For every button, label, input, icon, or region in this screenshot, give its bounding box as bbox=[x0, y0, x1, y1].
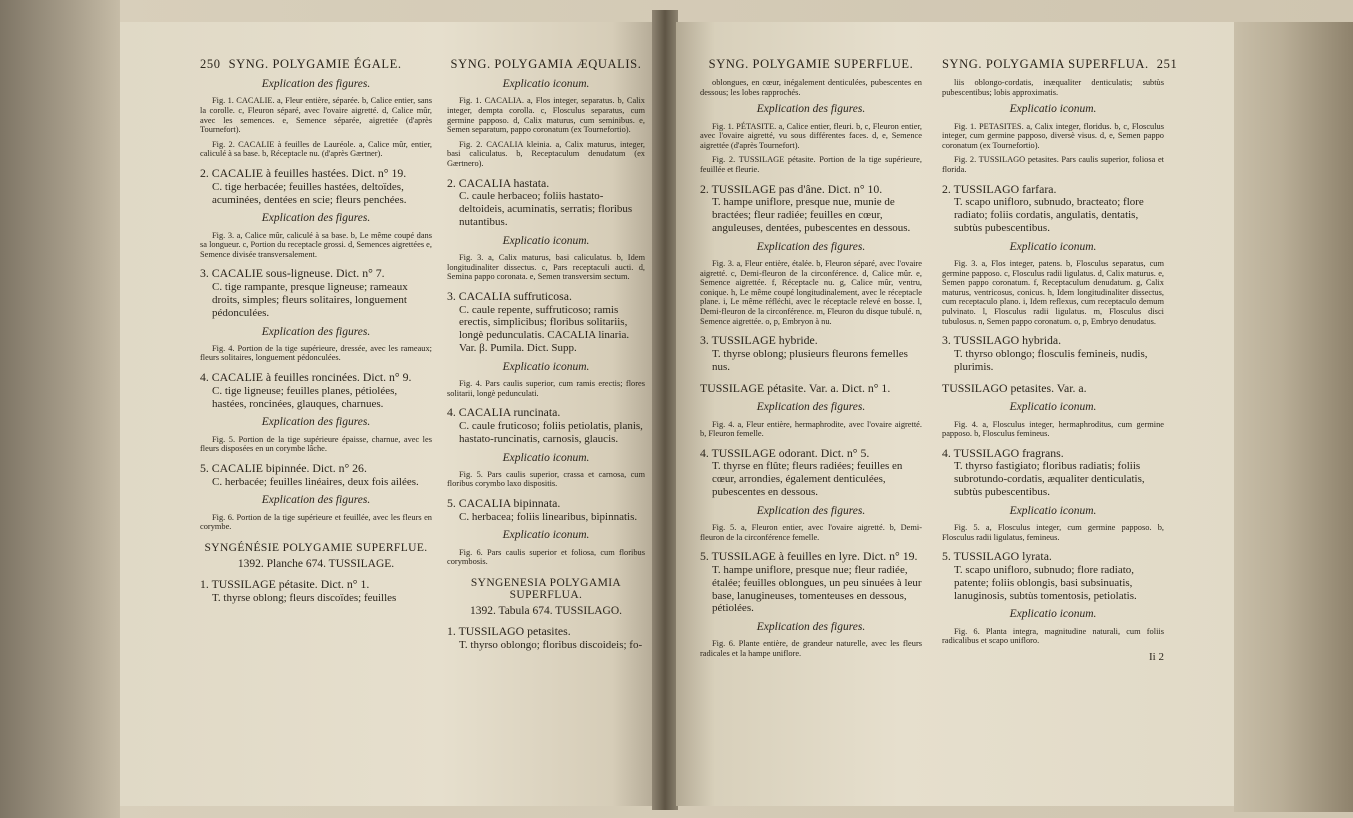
column-body bbox=[200, 78, 432, 604]
signature-mark: Ii 2 bbox=[1149, 650, 1164, 663]
species-entry bbox=[447, 497, 645, 524]
section-heading: Explication des figures. bbox=[756, 103, 866, 116]
figure-caption: Fig. 3. a, Calice mûr, caliculé à sa base. b, Le même coupé dans sa longueur. c, Portion du receptacle grossi. d, Semences aigrettées e, Semence divisée transversalement. bbox=[200, 230, 432, 259]
column-body bbox=[447, 78, 645, 652]
species-description: T. thyrse oblong; fleurs discoïdes; feuilles bbox=[212, 591, 397, 604]
section-heading: Explication des figures. bbox=[261, 212, 371, 225]
section-heading: Explication des figures. bbox=[261, 78, 371, 91]
section-heading: Explication des figures. bbox=[261, 416, 371, 429]
plate-heading: 1392. Tabula 674. TUSSILAGO. bbox=[469, 605, 623, 618]
section-heading: Explicatio iconum. bbox=[1009, 103, 1097, 116]
figure-caption: Fig. 4. Portion de la tige supérieure, dressée, avec les rameaux; fleurs solitaires, longuement pédonculées. bbox=[200, 343, 432, 363]
header-title: SYNG. POLYGAMIA SUPERFLUA. bbox=[942, 57, 1149, 71]
figure-caption: Fig. 4. Pars caulis superior, cum ramis erectis; flores solitarii, longè pedunculati. bbox=[447, 378, 645, 398]
figure-caption: Fig. 4. a, Fleur entière, hermaphrodite, avec l'ovaire aigretté. b, Fleuron femelle. bbox=[700, 419, 922, 439]
species-description: C. herbacea; foliis linearibus, bipinnatis. bbox=[459, 510, 638, 523]
class-heading: SYNGÉNÉSIE POLYGAMIE SUPERFLUE. bbox=[204, 541, 428, 554]
figure-caption: Fig. 5. a, Fleuron entier, avec l'ovaire aigretté. b, Demi-fleuron de la circonférence femelle. bbox=[700, 523, 922, 542]
section-heading: Explication des figures. bbox=[756, 504, 866, 517]
species-name: 3. CACALIA suffruticosa. bbox=[447, 288, 572, 303]
figure-caption: Fig. 1. PÉTASITE. a, Calice entier, fleuri. b, c, Fleuron entier, avec l'ovaire aigretté, vu sous différentes faces. d, e, Semence aigrettée (d'après Tournefort). bbox=[700, 121, 922, 150]
species-name: 4. CACALIE à feuilles roncinées. Dict. n° 9. bbox=[200, 369, 412, 384]
figure-caption: Fig. 2. TUSSILAGE pétasite. Portion de la tige supérieure, feuillée et fleurie. bbox=[700, 155, 922, 174]
species-entry bbox=[200, 167, 432, 206]
plate-heading: 1392. Planche 674. TUSSILAGE. bbox=[237, 557, 395, 570]
section-heading: Explicatio iconum. bbox=[502, 529, 590, 542]
running-header bbox=[447, 58, 645, 70]
figure-caption: Fig. 1. CACALIA. a, Flos integer, separatus. b, Calix integer, dempta corolla. c, Flosculus separatus, cum germine papposo. d, Calix maturus, cum seminibus. e, Semen separatum, pappo coronatum (ex Tournefortio). bbox=[447, 96, 645, 135]
species-description: T. hampe uniflore, presque nue; fleur radiée, étalée; feuilles oblongues, un peu sinuées à leur base, lanugineuses, tomenteuses en dessous, pétiolées. bbox=[712, 564, 922, 615]
column-body bbox=[942, 78, 1164, 663]
species-entry bbox=[200, 462, 432, 489]
species-description: C. caule repente, suffruticoso; ramis erectis, simplicibus; floribus solitariis, longè pedunculatis. CACALIA linaria. Var. β. Pumila. Dict. Supp. bbox=[459, 303, 630, 354]
figure-caption: liis oblongo-cordatis, inæqualiter denticulatis; subtùs pubescentibus; lobis approximatis. bbox=[942, 78, 1164, 97]
section-heading: Explication des figures. bbox=[756, 401, 866, 414]
species-name: TUSSILAGO petasites. Var. a. bbox=[942, 380, 1087, 395]
figure-caption: Fig. 2. CACALIE à feuilles de Lauréole. a, Calice mûr, entier, caliculé à sa base. b, Réceptacle nu. (d'après Gærtner). bbox=[200, 139, 432, 159]
figure-caption: Fig. 3. a, Flos integer, patens. b, Flosculus separatus, cum germine papposo. c, Flosculus radii ligulatus. d, Calix maturus. e, Semen pappo coronatum. f, Receptaculum denudatum. g, Calix maturus, ventricosus, conicus. h, Idem longitudinaliter dissectus, cum receptaculo plano. i, Idem reflexus, cum receptaculo demum pulvinato. l, Flosculus radii ligulatus. m, Flosculus disci tubulosus. n, Semen pappo coronatum. o, p, Embryo denudatus. bbox=[942, 258, 1164, 326]
section-heading: Explicatio iconum. bbox=[502, 360, 590, 373]
figure-caption: Fig. 4. a, Flosculus integer, hermaphroditus, cum germine papposo. b, Flosculus femineus. bbox=[942, 419, 1164, 439]
running-header bbox=[200, 58, 432, 70]
section-heading: Explicatio iconum. bbox=[1009, 401, 1097, 414]
species-description: T. thyrso fastigiato; floribus radiatis; foliis subrotundo-cordatis, æqualiter denticulatis, subtùs pubescentibus. bbox=[954, 460, 1145, 499]
column-body bbox=[700, 78, 922, 658]
species-description: C. tige ligneuse; feuilles planes, pétiolées, hastées, roncinées, glauques, charnues. bbox=[212, 384, 398, 410]
figure-caption: Fig. 2. TUSSILAGO petasites. Pars caulis superior, foliosa et florida. bbox=[942, 155, 1164, 174]
section-heading: Explicatio iconum. bbox=[502, 78, 590, 91]
species-description: C. caule herbaceo; foliis hastato-deltoideis, acuminatis, serratis; floribus nutantibus. bbox=[459, 190, 633, 228]
species-name: 5. CACALIE bipinnée. Dict. n° 26. bbox=[200, 460, 367, 475]
species-name: 4. TUSSILAGO fragrans. bbox=[942, 445, 1064, 460]
species-entry bbox=[700, 334, 922, 373]
species-entry bbox=[700, 447, 922, 499]
figure-caption: Fig. 6. Pars caulis superior et foliosa, cum floribus corymbosis. bbox=[447, 547, 645, 567]
species-name: 2. CACALIE à feuilles hastées. Dict. n° 19. bbox=[200, 165, 407, 180]
species-name: 1. TUSSILAGO petasites. bbox=[447, 624, 571, 639]
species-entry bbox=[447, 177, 645, 229]
species-name: 3. TUSSILAGO hybrida. bbox=[942, 333, 1062, 348]
section-heading: Explicatio iconum. bbox=[1009, 608, 1097, 621]
section-heading: Explication des figures. bbox=[261, 325, 371, 338]
species-name: 4. CACALIA runcinata. bbox=[447, 405, 561, 420]
species-description: T. thyrso oblongo; floribus discoideis; fo- bbox=[459, 639, 643, 652]
figure-caption: Fig. 6. Portion de la tige supérieure et feuillée, avec les fleurs en corymbe. bbox=[200, 512, 432, 532]
species-entry bbox=[447, 625, 645, 652]
species-name: 2. TUSSILAGE pas d'âne. Dict. n° 10. bbox=[700, 181, 883, 196]
figure-caption: Fig. 1. PETASITES. a, Calix integer, floridus. b, c, Flosculus integer, cum germine papposo, diversè visus. d, e, Semen pappo coronatum (ex Tournefortio). bbox=[942, 121, 1164, 150]
figure-caption: Fig. 5. Portion de la tige supérieure épaisse, charnue, avec les fleurs disposées en un corymbe lâche. bbox=[200, 434, 432, 454]
species-description: C. tige rampante, presque ligneuse; rameaux droits, simples; fleurs solitaires, longuement pédonculées. bbox=[212, 281, 408, 319]
header-title: SYNG. POLYGAMIE ÉGALE. bbox=[228, 57, 402, 71]
species-name: TUSSILAGE pétasite. Var. a. Dict. n° 1. bbox=[700, 380, 891, 395]
left-book-edge bbox=[0, 0, 120, 818]
species-description: T. scapo unifloro, subnudo, bracteato; flore radiato; foliis cordatis, angulatis, dentatis, subtùs pubescentibus. bbox=[954, 196, 1144, 234]
species-name: 5. TUSSILAGE à feuilles en lyre. Dict. n° 19. bbox=[700, 549, 918, 564]
species-entry bbox=[200, 371, 432, 410]
class-heading: SYNGENESIA POLYGAMIA SUPERFLUA. bbox=[470, 576, 622, 602]
species-entry bbox=[942, 382, 1164, 396]
section-heading: Explicatio iconum. bbox=[502, 234, 590, 247]
column-french-right bbox=[700, 58, 922, 664]
section-heading: Explicatio iconum. bbox=[1009, 504, 1097, 517]
species-entry bbox=[700, 183, 922, 235]
species-name: 5. TUSSILAGO lyrata. bbox=[942, 549, 1052, 564]
species-name: 3. CACALIE sous-ligneuse. Dict. n° 7. bbox=[200, 266, 385, 281]
section-heading: Explication des figures. bbox=[756, 240, 866, 253]
species-entry bbox=[942, 183, 1164, 235]
header-title: SYNG. POLYGAMIA ÆQUALIS. bbox=[450, 57, 642, 71]
section-heading: Explicatio iconum. bbox=[1009, 240, 1097, 253]
species-description: T. hampe uniflore, presque nue, munie de bractées; fleur radiée; feuilles en cœur, anguleuses, dentées, pubescentes en dessous. bbox=[712, 196, 911, 234]
figure-caption: Fig. 5. Pars caulis superior, crassa et carnosa, cum floribus corymbo laxo dispositis. bbox=[447, 469, 645, 489]
species-name: 3. TUSSILAGE hybride. bbox=[700, 333, 818, 348]
species-entry bbox=[942, 334, 1164, 373]
book-gutter bbox=[652, 10, 678, 810]
section-heading: Explication des figures. bbox=[756, 621, 866, 634]
species-name: 5. CACALIA bipinnata. bbox=[447, 495, 561, 510]
species-entry bbox=[447, 290, 645, 355]
figure-caption: Fig. 2. CACALIA kleinia. a, Calix maturus, integer, basi caliculatus. b, Receptaculum denudatum (ex Gærtnero). bbox=[447, 139, 645, 168]
species-description: T. thyrso oblongo; flosculis femineis, nudis, plurimis. bbox=[954, 347, 1148, 373]
column-latin-left bbox=[447, 58, 645, 658]
species-name: 2. CACALIA hastata. bbox=[447, 175, 550, 190]
figure-caption: Fig. 5. a, Flosculus integer, cum germine papposo. b, Flosculus radii ligulatus, femineus. bbox=[942, 523, 1164, 542]
column-latin-right bbox=[942, 57, 1178, 663]
figure-caption: oblongues, en cœur, inégalement denticulées, pubescentes en dessous; les lobes rapprochés. bbox=[700, 78, 922, 97]
section-heading: Explicatio iconum. bbox=[502, 451, 590, 464]
species-entry bbox=[200, 267, 432, 319]
species-entry bbox=[942, 447, 1164, 499]
running-header bbox=[700, 58, 922, 70]
header-title: SYNG. POLYGAMIE SUPERFLUE. bbox=[708, 57, 914, 71]
species-description: C. tige herbacée; feuilles hastées, deltoïdes, acuminées, dentées en scie; fleurs penchées. bbox=[212, 180, 407, 206]
species-entry bbox=[700, 550, 922, 615]
species-entry bbox=[700, 382, 922, 396]
species-name: 2. TUSSILAGO farfara. bbox=[942, 181, 1057, 196]
section-heading: Explication des figures. bbox=[261, 494, 371, 507]
page-number: 250 bbox=[200, 57, 221, 71]
species-description: T. thyrse oblong; plusieurs fleurons femelles nus. bbox=[712, 347, 908, 373]
species-description: C. caule fruticoso; foliis petiolatis, planis, hastato-runcinatis, carnosis, glaucis. bbox=[459, 419, 643, 445]
page-number: 251 bbox=[1156, 57, 1178, 71]
figure-caption: Fig. 3. a, Calix maturus, basi caliculatus. b, Idem longitudinaliter dissectus. c, Pars receptaculi aucti. d, Semina pappo coronata. e, Semen transversim sectum. bbox=[447, 252, 645, 282]
figure-caption: Fig. 6. Plante entière, de grandeur naturelle, avec les fleurs radicales et la hampe uniflore. bbox=[700, 639, 922, 659]
species-description: T. scapo unifloro, subnudo; flore radiato, patente; foliis oblongis, basi subsinuatis, lanuginosis, subtùs tomentosis, petiolatis. bbox=[954, 564, 1137, 602]
figure-caption: Fig. 6. Planta integra, magnitudine naturali, cum foliis radicalibus et scapo unifloro. bbox=[942, 626, 1164, 646]
right-book-edge bbox=[1234, 22, 1353, 812]
column-french-left bbox=[200, 58, 432, 611]
running-header bbox=[942, 57, 1178, 71]
figure-caption: Fig. 3. a, Fleur entière, étalée. b, Fleuron séparé, avec l'ovaire aigretté. c, Demi-fleuron de la circonférence. d, Calice mûr. e, Semence aigrettée. f, Réceptacle nu. g, Calice mûr, ventru, conique. h, Le même coupé longitudinalement, avec le réceptacle plane. i, Le même réfléchi, avec le réceptacle relevé en bosse. l, Demi-fleuron de la circonférence. m, Fleuron du disque tubulé. n, Semence aigrettée. o, p, Embryon à nu. bbox=[700, 258, 922, 326]
species-name: 1. TUSSILAGE pétasite. Dict. n° 1. bbox=[200, 577, 370, 592]
figure-caption: Fig. 1. CACALIE. a, Fleur entière, séparée. b, Calice entier, sans la corolle. c, Fleuron séparé, avec l'ovaire aigretté. d, Calice mûr, avec les semences. e, Semence séparée, aigrettée (d'après Tournefort). bbox=[200, 96, 432, 135]
species-entry bbox=[200, 578, 432, 605]
species-description: C. herbacée; feuilles linéaires, deux fois ailées. bbox=[212, 475, 419, 488]
species-entry bbox=[942, 550, 1164, 602]
species-name: 4. TUSSILAGE odorant. Dict. n° 5. bbox=[700, 445, 870, 460]
species-description: T. thyrse en flûte; fleurs radiées; feuilles en cœur, arrondies, également denticulées, pubescentes en dessous. bbox=[712, 460, 903, 499]
species-entry bbox=[447, 406, 645, 445]
